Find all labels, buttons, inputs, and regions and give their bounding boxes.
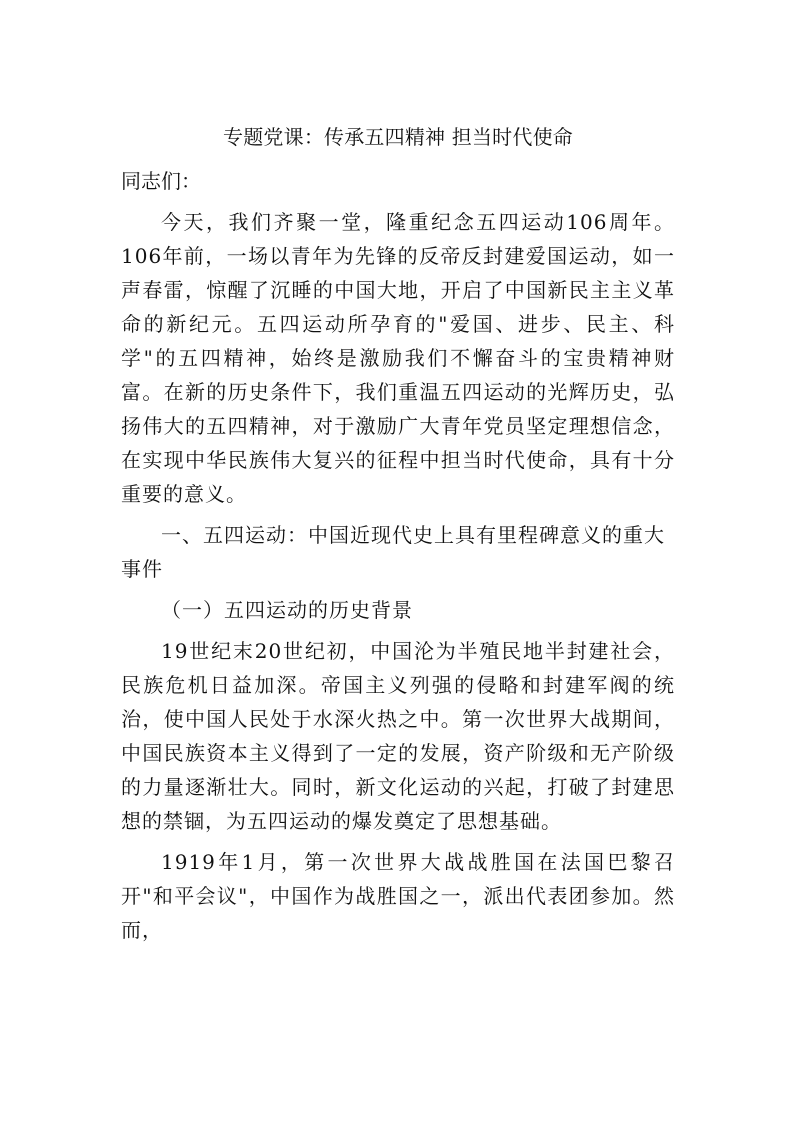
body-paragraph: 1919年1月，第一次世界大战战胜国在法国巴黎召开"和平会议"，中国作为战胜国之一，派出代表团参加。然而， (121, 850, 675, 942)
document-title: 专题党课：传承五四精神 担当时代使命 (223, 125, 573, 149)
intro-paragraph: 今天，我们齐聚一堂，隆重纪念五四运动106周年。106年前，一场以青年为先锋的反帝反封建爱国运动，如一声春雷，惊醒了沉睡的中国大地，开启了中国新民主主义革命的新纪元。五四运动所孕育的"爱国、进步、民主、科学"的五四精神，始终是激励我们不懈奋斗的宝贵精神财富。在新的历史条件下，我们重温五四运动的光辉历史，弘扬伟大的五四精神，对于激励广大青年党员坚定理想信念，在实现中华民族伟大复兴的征程中担当时代使命，具有十分重要的意义。 (121, 210, 675, 506)
section-heading: 一、五四运动：中国近现代史上具有里程碑意义的重大事件 (121, 523, 665, 581)
document-body (121, 120, 675, 954)
salutation: 同志们： (121, 169, 201, 193)
body-paragraph: 19世纪末20世纪初，中国沦为半殖民地半封建社会，民族危机日益加深。帝国主义列强的侵略和封建军阀的统治，使中国人民处于水深火热之中。第一次世界大战期间，中国民族资本主义得到了一定的发展，资产阶级和无产阶级的力量逐渐壮大。同时，新文化运动的兴起，打破了封建思想的禁锢，为五四运动的爆发奠定了思想基础。 (121, 639, 675, 833)
subsection-heading: （一）五四运动的历史背景 (161, 598, 413, 622)
